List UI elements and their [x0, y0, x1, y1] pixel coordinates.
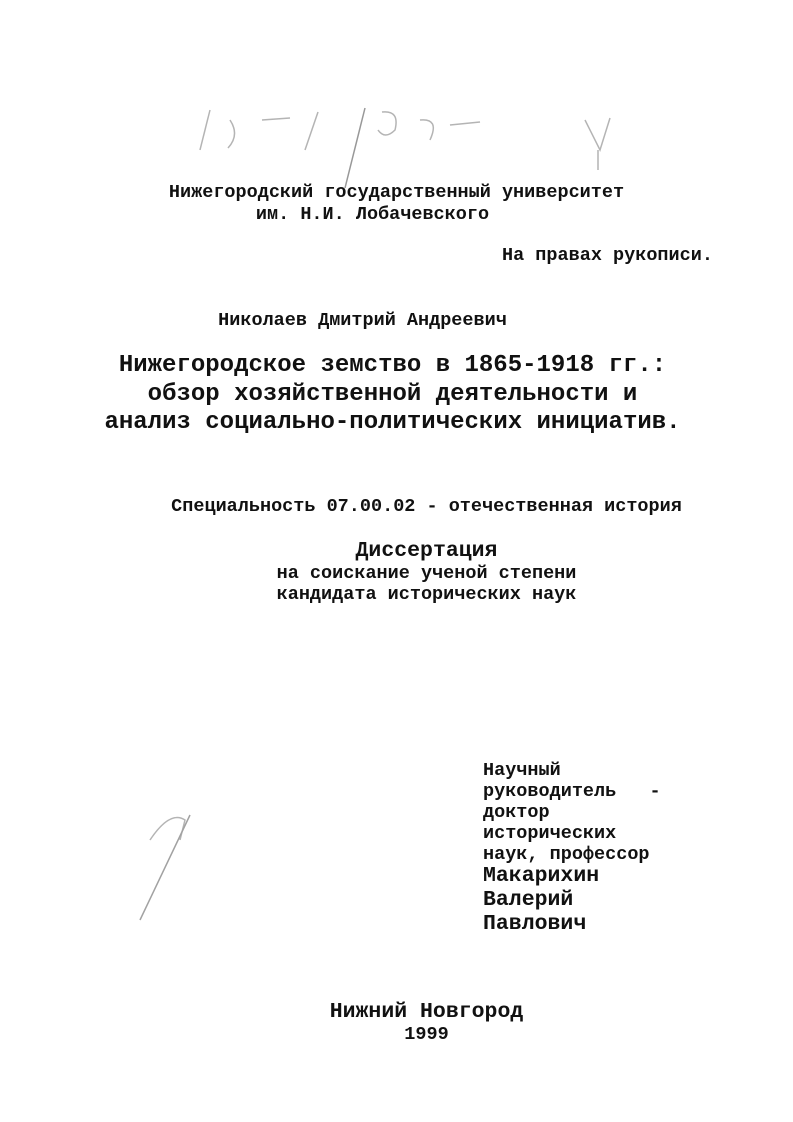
supervisor-line: Научный	[483, 760, 561, 781]
supervisor-line: исторических	[483, 823, 617, 844]
title-line-3: анализ социально-политических инициатив.	[104, 409, 681, 436]
city: Нижний Новгород	[329, 1000, 524, 1024]
dissertation-label: Диссертация	[355, 539, 498, 563]
supervisor-line: доктор	[483, 802, 550, 823]
supervisor-name: Валерий	[483, 888, 574, 912]
supervisor-line: наук, профессор	[483, 844, 650, 865]
dissertation-purpose-2: кандидата исторических наук	[276, 584, 577, 605]
year: 1999	[404, 1024, 449, 1045]
author-name: Николаев Дмитрий Андреевич	[218, 310, 507, 331]
supervisor-line: руководитель -	[483, 781, 661, 802]
dissertation-purpose-1: на соискание ученой степени	[276, 563, 577, 584]
supervisor-name: Макарихин	[483, 864, 600, 888]
supervisor-name: Павлович	[483, 912, 587, 936]
rights-notice: На правах рукописи.	[502, 245, 713, 266]
title-line-1: Нижегородское земство в 1865-1918 гг.:	[118, 352, 667, 379]
university-name: Нижегородский государственный университет	[168, 182, 625, 203]
university-named-after: им. Н.И. Лобачевского	[255, 204, 490, 225]
specialty: Специальность 07.00.02 - отечественная история	[171, 496, 682, 517]
title-line-2: обзор хозяйственной деятельности и	[147, 381, 638, 408]
